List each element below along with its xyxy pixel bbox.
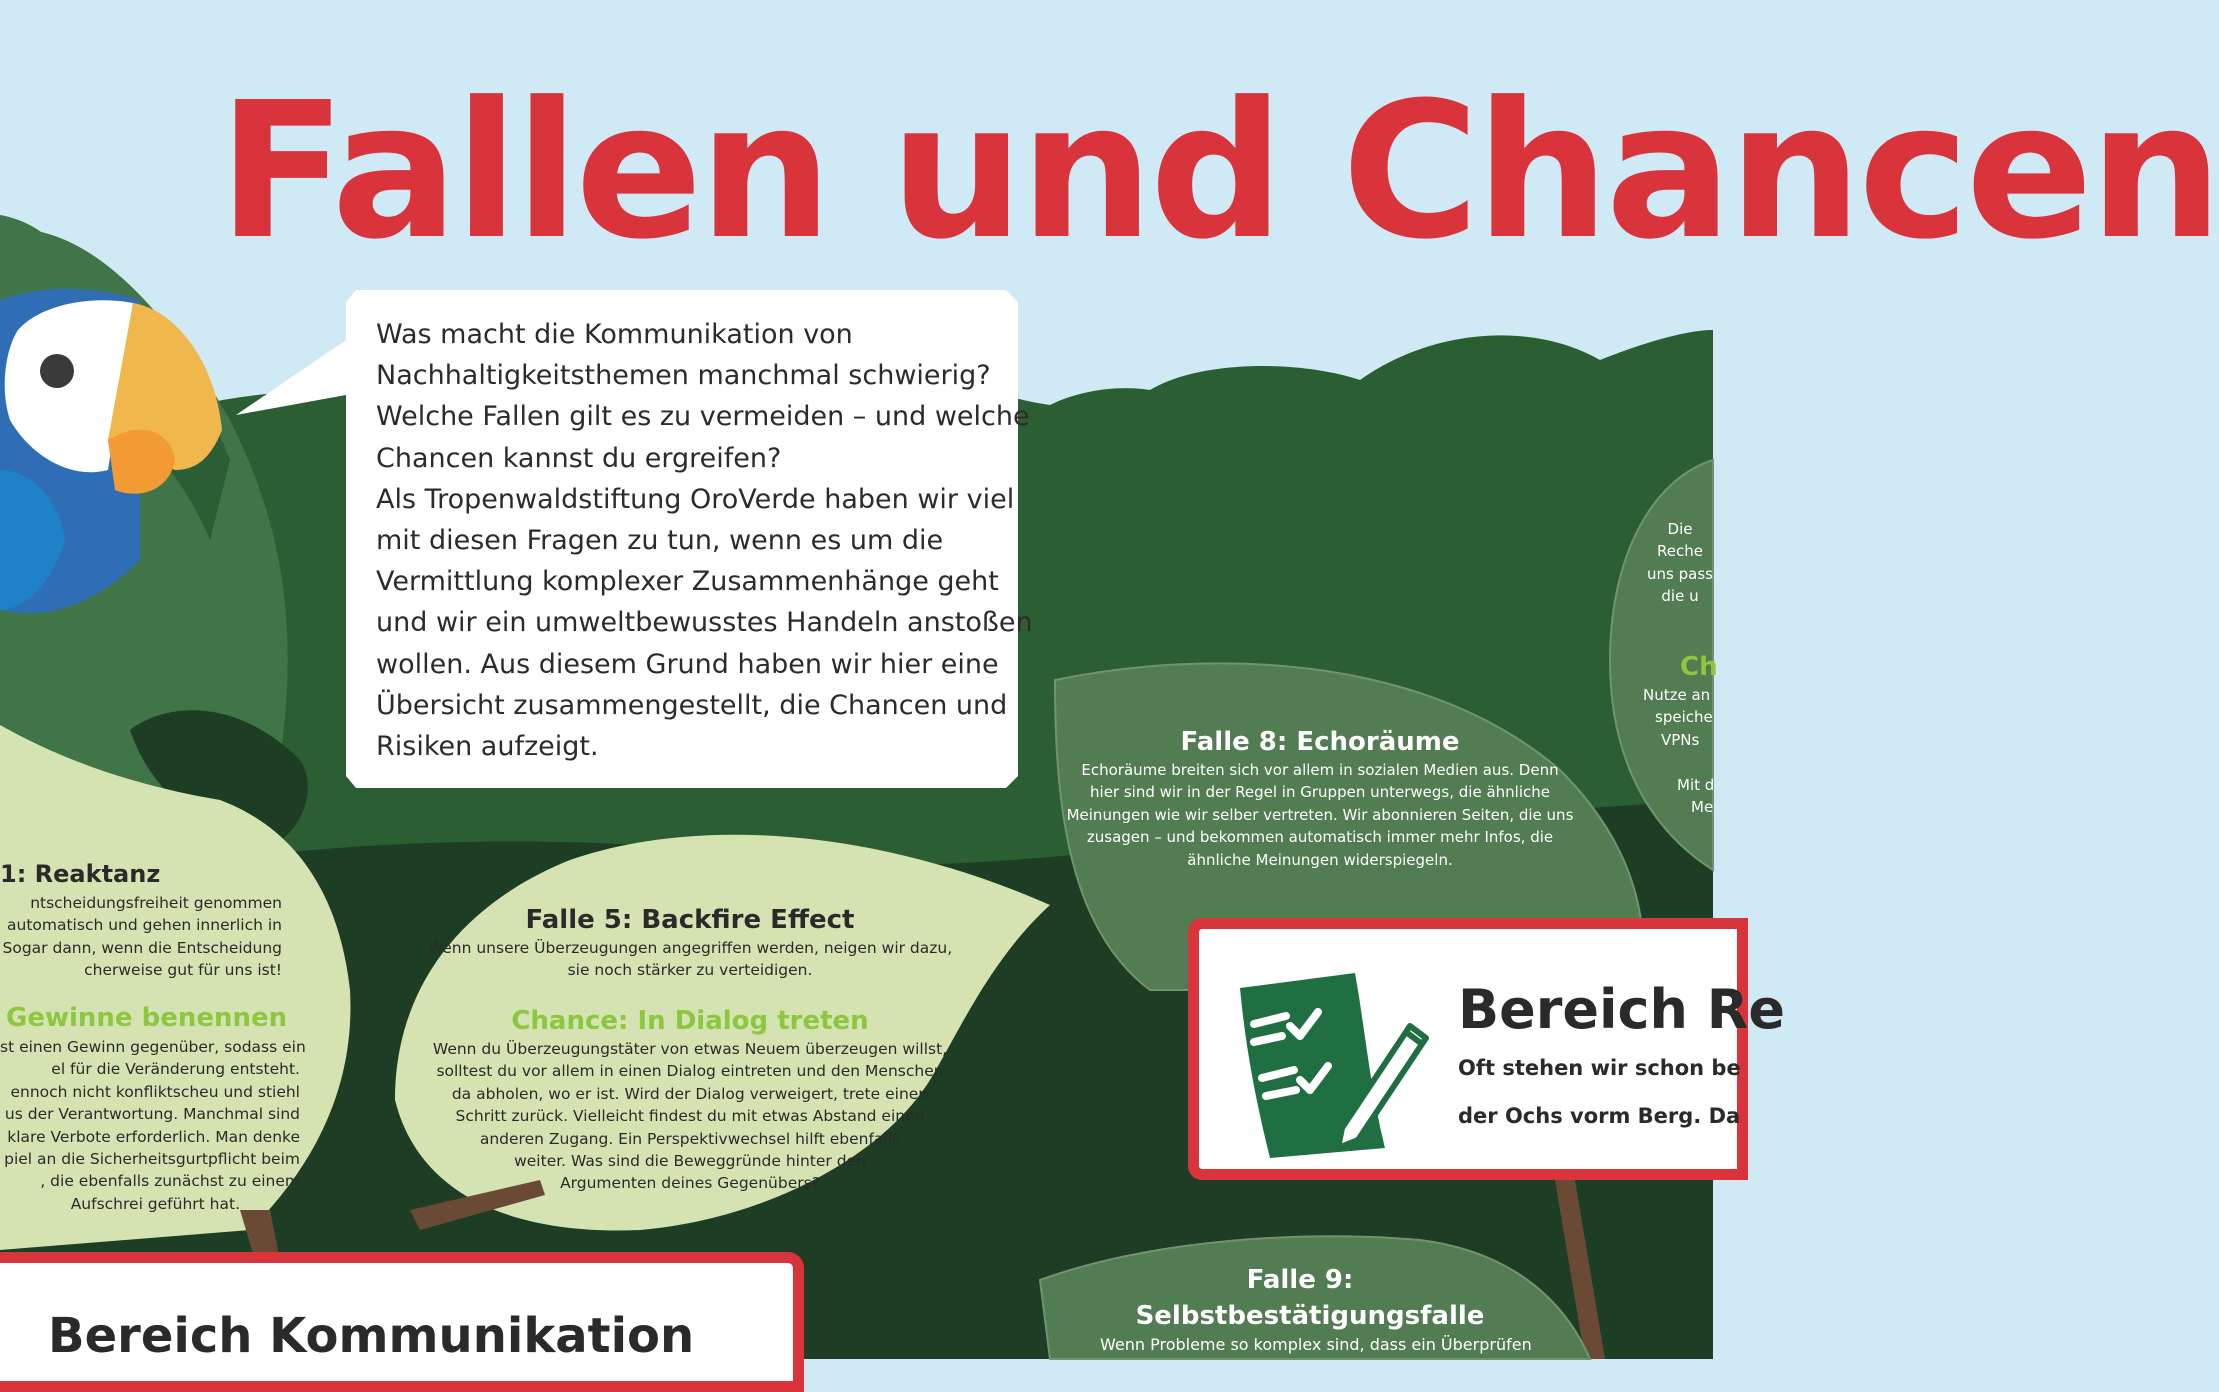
falle-5-line: sie noch stärker zu verteidigen. bbox=[567, 961, 813, 980]
intro-line: Risiken aufzeigt. bbox=[376, 731, 599, 763]
falle-5-chance-title: Chance: In Dialog treten bbox=[511, 1006, 869, 1036]
right-leaf-line: VPNs bbox=[1661, 730, 1700, 749]
intro-line: Übersicht zusammengestellt, die Chancen und bbox=[376, 689, 1008, 721]
falle-9-title-line: Falle 9: bbox=[1246, 1265, 1354, 1295]
falle-5-text bbox=[400, 937, 980, 982]
falle-1-chance-line: piel an die Sicherheitsgurtpflicht beim bbox=[4, 1150, 300, 1169]
right-leaf-text bbox=[1640, 518, 1720, 608]
falle-5-chance-line: Wenn du Überzeugungstäter von etwas Neuem überzeugen willst, bbox=[432, 1040, 948, 1058]
falle-5-chance-line: da abholen, wo er ist. Wird der Dialog verweigert, trete einen bbox=[451, 1084, 929, 1103]
page-title: Fallen und Chancen bbox=[218, 62, 2219, 281]
intro-line: und wir ein umweltbewusstes Handeln anstoßen bbox=[376, 607, 1033, 639]
bereich-kommunikation-title: Bereich Kommunikation bbox=[48, 1308, 695, 1364]
bereich-recherche-line: Oft stehen wir schon be bbox=[1458, 1056, 1741, 1080]
falle-8-line: hier sind wir in der Regel in Gruppen unterwegs, die ähnliche bbox=[1090, 783, 1550, 802]
falle-1-chance-line: klare Verbote erforderlich. Man denke bbox=[7, 1127, 300, 1146]
intro-line: wollen. Aus diesem Grund haben wir hier eine bbox=[376, 648, 999, 680]
falle-1-text bbox=[0, 892, 282, 982]
falle-9-line: Wenn Probleme so komplex sind, dass ein Überprüfen bbox=[1100, 1335, 1532, 1354]
falle-1-chance-text bbox=[0, 1036, 306, 1215]
falle-1-chance-line: ennoch nicht konfliktscheu und stiehl bbox=[10, 1082, 300, 1101]
right-leaf-line: Reche bbox=[1657, 542, 1703, 561]
right-leaf-line: uns pass bbox=[1647, 564, 1713, 583]
checklist-pen-icon bbox=[1230, 968, 1440, 1158]
falle-5-chance-line: solltest du vor allem in einen Dialog eintreten und den Menschen bbox=[436, 1062, 944, 1081]
intro-line: mit diesen Fragen zu tun, wenn es um die bbox=[376, 525, 944, 557]
right-leaf-line: Me bbox=[1691, 798, 1714, 817]
falle-9-title-line: Selbstbestätigungsfalle bbox=[1135, 1301, 1485, 1331]
right-leaf-chance-title: Ch bbox=[1680, 652, 1718, 682]
right-leaf-line: Mit d bbox=[1677, 775, 1715, 794]
falle-1-chance-line: el für die Veränderung entsteht. bbox=[51, 1060, 300, 1079]
falle-1-chance-title: Gewinne benennen bbox=[6, 1003, 288, 1033]
falle-9-text bbox=[1100, 1334, 1532, 1356]
falle-1-title: 1: Reaktanz bbox=[0, 860, 161, 888]
falle-8-title: Falle 8: Echoräume bbox=[1180, 727, 1460, 757]
falle-8-line: Meinungen wie wir selber vertreten. Wir abonnieren Seiten, die uns bbox=[1066, 805, 1574, 824]
falle-5-chance-line: anderen Zugang. Ein Perspektivwechsel hilft ebenfalls bbox=[479, 1129, 901, 1148]
falle-5-chance-text bbox=[390, 1038, 990, 1195]
right-leaf-line: speiche bbox=[1655, 708, 1713, 727]
bereich-recherche-subtitle bbox=[1458, 1044, 1741, 1140]
falle-1-line: cherweise gut für uns ist! bbox=[84, 961, 282, 980]
falle-5-chance-line: Schritt zurück. Vielleicht findest du mit etwas Abstand einen bbox=[455, 1107, 925, 1126]
falle-5-line: Wenn unsere Überzeugungen angegriffen werden, neigen wir dazu, bbox=[427, 939, 953, 957]
falle-8-text bbox=[1060, 759, 1580, 871]
intro-line: Chancen kannst du ergreifen? bbox=[376, 442, 782, 474]
intro-line: Als Tropenwaldstiftung OroVerde haben wir viel bbox=[376, 483, 1015, 515]
bereich-recherche-title: Bereich Re bbox=[1458, 978, 1786, 1041]
falle-1-chance-line: st einen Gewinn gegenüber, sodass ein bbox=[0, 1038, 306, 1056]
falle-1-line: ntscheidungsfreiheit genommen bbox=[30, 894, 282, 912]
right-leaf-text-bottom bbox=[1643, 684, 1723, 818]
right-leaf-line: die u bbox=[1661, 587, 1699, 606]
falle-5-chance-line: Argumenten deines Gegenübers? bbox=[560, 1174, 820, 1193]
right-leaf-line: Die bbox=[1667, 520, 1693, 538]
intro-text bbox=[376, 314, 1033, 767]
falle-8-line: Echoräume breiten sich vor allem in sozialen Medien aus. Denn bbox=[1081, 761, 1559, 779]
intro-line: Vermittlung komplexer Zusammenhänge geht bbox=[376, 566, 999, 598]
falle-5-chance-line: weiter. Was sind die Beweggründe hinter den bbox=[514, 1152, 866, 1171]
right-leaf-line: Nutze an bbox=[1643, 686, 1711, 704]
intro-line: Nachhaltigkeitsthemen manchmal schwierig? bbox=[376, 360, 991, 392]
falle-8-line: ähnliche Meinungen widerspiegeln. bbox=[1187, 850, 1453, 869]
falle-8-line: zusagen – und bekommen automatisch immer mehr Infos, die bbox=[1086, 828, 1554, 847]
falle-1-chance-line: Aufschrei geführt hat. bbox=[70, 1194, 240, 1213]
intro-line: Was macht die Kommunikation von bbox=[376, 319, 853, 350]
bereich-recherche-line: der Ochs vorm Berg. Da bbox=[1458, 1104, 1741, 1128]
falle-1-chance-line: us der Verantwortung. Manchmal sind bbox=[4, 1105, 300, 1124]
falle-1-chance-line: , die ebenfalls zunächst zu einem bbox=[40, 1172, 300, 1191]
intro-line: Welche Fallen gilt es zu vermeiden – und welche bbox=[376, 401, 1030, 433]
falle-1-line: Sogar dann, wenn die Entscheidung bbox=[2, 938, 282, 957]
falle-9-title bbox=[1130, 1262, 1490, 1334]
falle-1-line: automatisch und gehen innerlich in bbox=[7, 916, 282, 935]
right-leaf-line bbox=[1643, 751, 1723, 773]
falle-5-title: Falle 5: Backfire Effect bbox=[525, 905, 855, 935]
